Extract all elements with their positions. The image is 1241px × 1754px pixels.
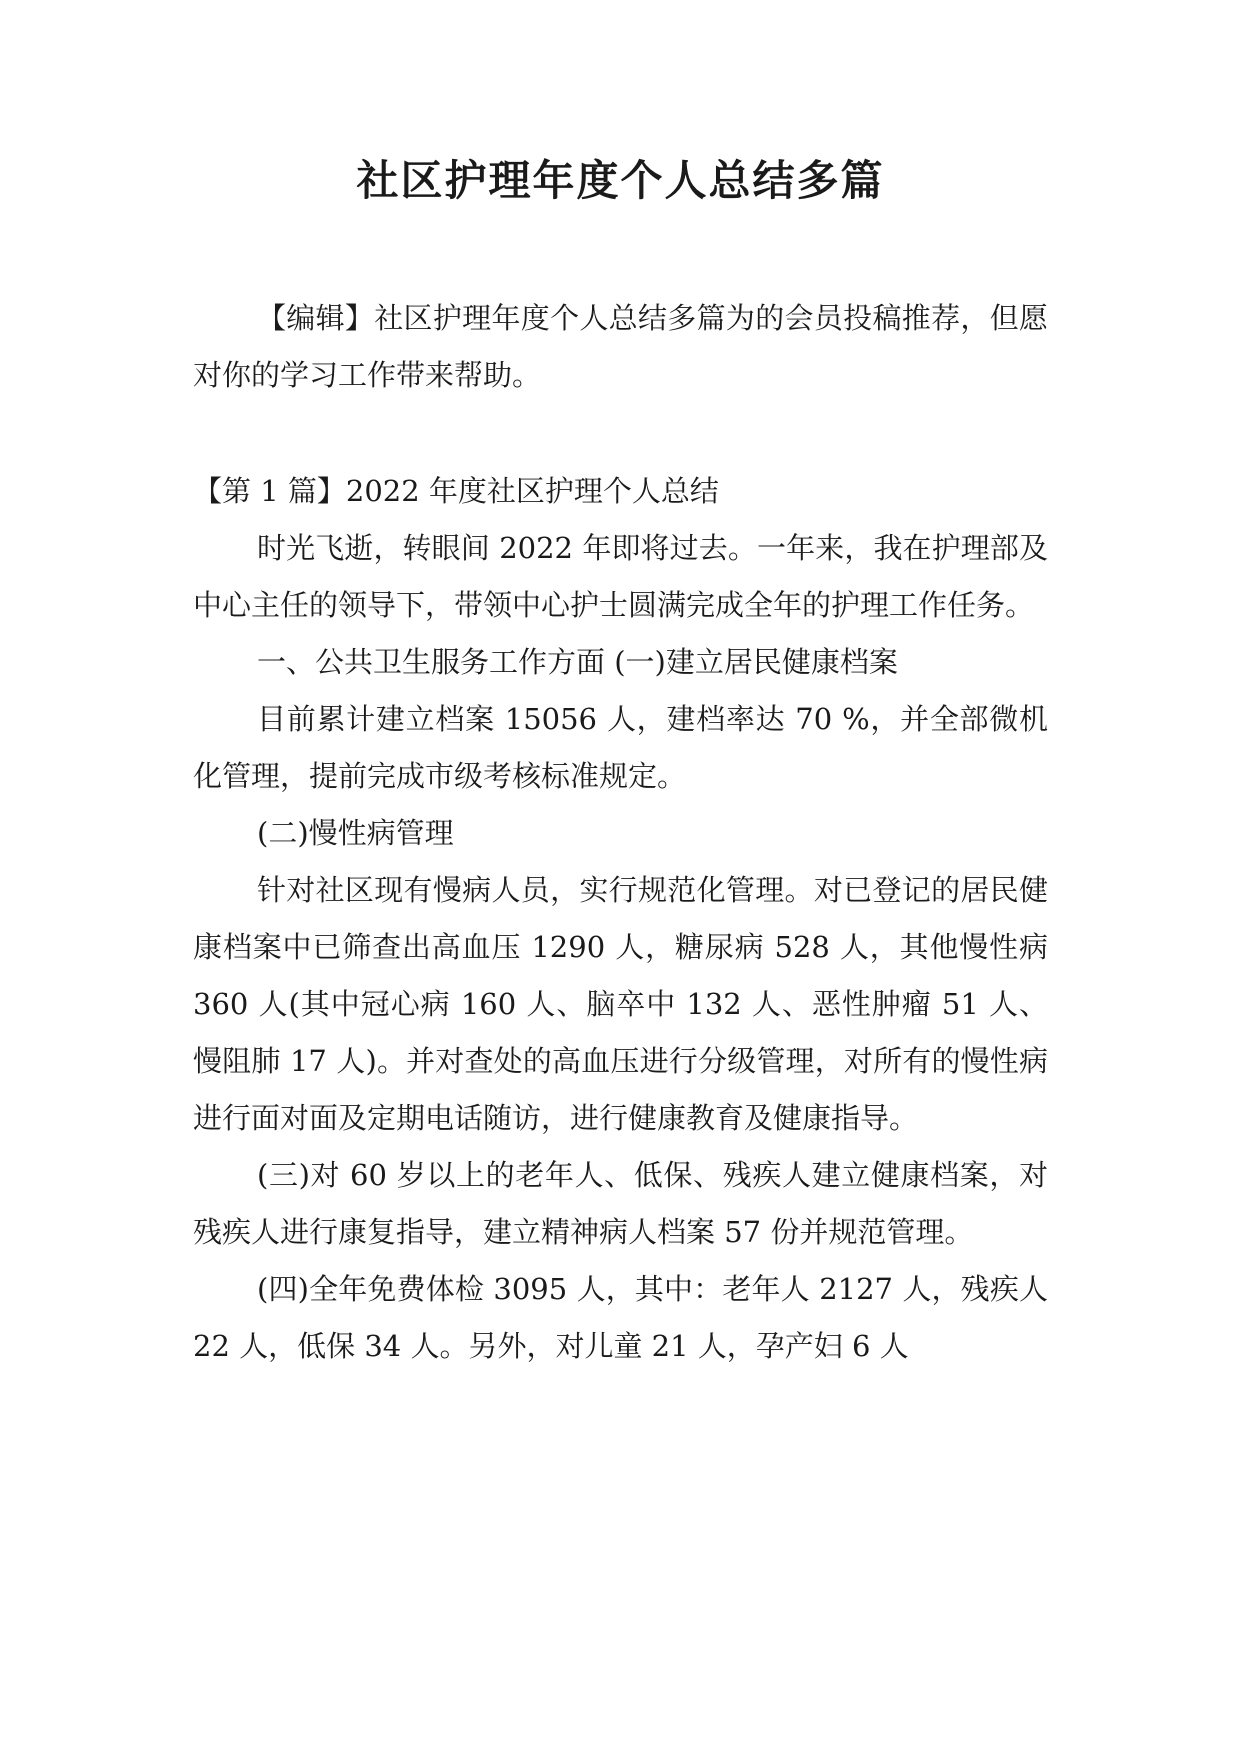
body-paragraph: (二)慢性病管理 (257, 816, 454, 850)
body-paragraph: 一、公共卫生服务工作方面 (一)建立居民健康档案 (257, 645, 898, 679)
article-body (193, 463, 1048, 1375)
body-paragraph: (三)对 60 岁以上的老年人、低保、残疾人建立健康档案，对残疾人进行康复指导，建立精神病人档案 57 份并规范管理。 (193, 1158, 1048, 1249)
intro-block (193, 290, 1048, 404)
body-paragraph: 针对社区现有慢病人员，实行规范化管理。对已登记的居民健康档案中已筛查出高血压 1290 人，糖尿病 528 人，其他慢性病 360 人(其中冠心病 160 人、脑卒中 132 人、恶性肿瘤 51 人、慢阻肺 17 人)。并对查处的高血压进行分级管理，对所有的慢性病进行面对面及定期电话随访，进行健康教育及健康指导。 (193, 873, 1048, 1135)
intro-paragraph: 【编辑】社区护理年度个人总结多篇为的会员投稿推荐，但愿对你的学习工作带来帮助。 (193, 301, 1048, 392)
section-heading: 【第 1 篇】2022 年度社区护理个人总结 (193, 474, 719, 508)
document-title: 社区护理年度个人总结多篇 (356, 156, 885, 205)
body-paragraph: (四)全年免费体检 3095 人，其中：老年人 2127 人，残疾人 22 人，低保 34 人。另外，对儿童 21 人，孕产妇 6 人 (193, 1272, 1048, 1363)
body-paragraph: 目前累计建立档案 15056 人，建档率达 70 %，并全部微机化管理，提前完成市级考核标准规定。 (193, 702, 1048, 793)
body-paragraph: 时光飞逝，转眼间 2022 年即将过去。一年来，我在护理部及中心主任的领导下，带领中心护士圆满完成全年的护理工作任务。 (193, 531, 1048, 622)
